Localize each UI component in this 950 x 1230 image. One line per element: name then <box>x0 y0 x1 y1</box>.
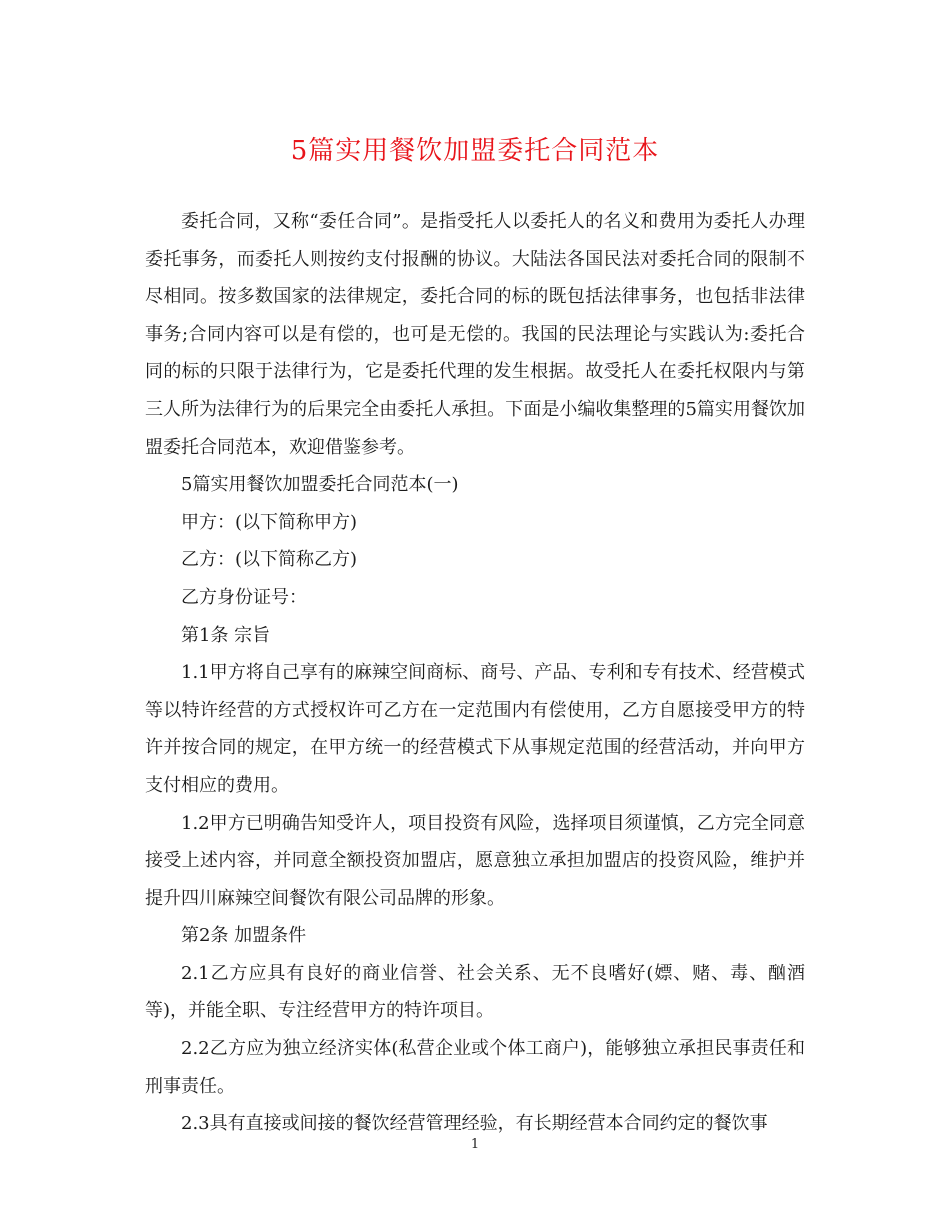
party-b-line: 乙方：(以下简称乙方) <box>181 549 358 571</box>
clause-2-3: 2.3具有直接或间接的餐饮经营管理经验，有长期经营本合同约定的餐饮事 <box>181 1113 768 1135</box>
party-b-id-line: 乙方身份证号： <box>181 586 307 608</box>
clause-1-1: 1.1甲方将自己享有的麻辣空间商标、商号、产品、专利和专有技术、经营模式等以特许经营的方式授权许可乙方在一定范围内有偿使用，乙方自愿接受甲方的特许并按合同的规定，在甲方统一的经营模式下从事规定范围的经营活动，并向甲方支付相应的费用。 <box>145 662 805 796</box>
party-a-line: 甲方：(以下简称甲方) <box>181 511 358 533</box>
document-body <box>145 203 805 1143</box>
document-title: 5篇实用餐饮加盟委托合同范本 <box>290 136 660 166</box>
section-heading-contract-one: 5篇实用餐饮加盟委托合同范本(一) <box>181 474 459 496</box>
clause-2-2: 2.2乙方应为独立经济实体(私营企业或个体工商户)，能够独立承担民事责任和刑事责任。 <box>145 1038 805 1097</box>
intro-paragraph: 委托合同，又称“委任合同”。是指受托人以委托人的名义和费用为委托人办理委托事务，而委托人则按约支付报酬的协议。大陆法各国民法对委托合同的限制不尽相同。按多数国家的法律规定，委托合同的标的既包括法律事务，也包括非法律事务;合同内容可以是有偿的，也可是无偿的。我国的民法理论与实践认为:委托合同的标的只限于法律行为，它是委托代理的发生根据。故受托人在委托权限内与第三人所为法律行为的后果完全由委托人承担。下面是小编收集整理的5篇实用餐饮加盟委托合同范本，欢迎借鉴参考。 <box>145 211 805 458</box>
article-1-heading: 第1条 宗旨 <box>181 624 271 646</box>
clause-1-2: 1.2甲方已明确告知受许人，项目投资有风险，选择项目须谨慎，乙方完全同意接受上述内容，并同意全额投资加盟店，愿意独立承担加盟店的投资风险，维护并提升四川麻辣空间餐饮有限公司品牌的形象。 <box>145 812 805 909</box>
article-2-heading: 第2条 加盟条件 <box>181 925 307 947</box>
clause-2-1: 2.1乙方应具有良好的商业信誉、社会关系、无不良嗜好(嫖、赌、毒、酗酒等)，并能全职、专注经营甲方的特许项目。 <box>145 962 805 1022</box>
page-number: 1 <box>470 1137 480 1152</box>
